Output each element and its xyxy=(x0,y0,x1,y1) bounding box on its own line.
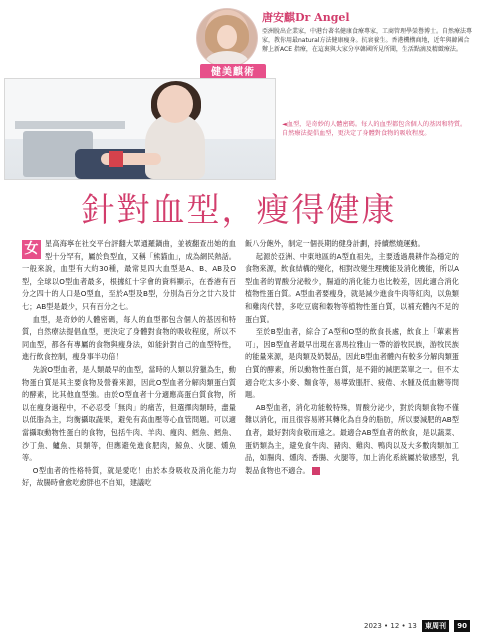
article-column-right xyxy=(245,238,459,477)
paragraph-text: 星高海寧在社交平台評翻大眾通羅鍋曲，並被翻查出她的血型十分罕有，屬於負型血，又稱「熊貓血」，成為網民熱話。一般來說，血型有大約30種，最常見四大血型是A、B、AB及O型，全球以O型血者最多，根據紅十字會的資料顯示，在香港有百分之四十的人口是O型血，至於A型及B型，分別為百分之廿六及廿七；AB型是最少，只有百分之七。 xyxy=(22,239,236,311)
author-portrait xyxy=(196,8,258,68)
magazine-name: 東周刊 xyxy=(422,620,449,632)
article-paragraph xyxy=(245,402,459,478)
article-paragraph xyxy=(22,238,236,314)
end-mark-icon: E xyxy=(312,467,320,475)
article-paragraph: O型血者的性格特質，就是愛吃！由於本身吸收及消化能力均好，故腸時會愈吃愈胖也不自知，建議吃 xyxy=(22,465,236,488)
article-paragraph: 先說O型血者，是人類最早的血型，當時的人類以狩獵為生，動物蛋白質是其主要食物及營養來源，因此O型血者分解肉類蛋白質的酵素，比其他血型強。由於O型血者十分適應高蛋白質食物，所以在瘦身過程中，不必忍受「無肉」的痛苦，但選擇肉類時，盡量以低脂為主，均衡攝取蔬果，避免有高血壓等心血管問題。可以適當攝取動物性蛋白的食物，包括牛肉、羊肉、瘦肉、鱈魚、鱈魚、沙丁魚、鱸魚、貝類等，但應避免進食肥肉，鯨魚、火腿、燻魚等。 xyxy=(22,364,236,463)
photo-tourniquet xyxy=(109,151,123,167)
photo-caption: ◄血型，是奇妙的人體密碼。每人的血型都包含個人的基因和特質。自然療法提倡血型，更決定了身體對食物的吸收程度。 xyxy=(282,121,467,137)
author-name: 唐安麒Dr Angel xyxy=(262,11,350,24)
article-column-left xyxy=(22,238,236,490)
article-paragraph: 飯八分飽外，制定一個長期的健身計劃，持續燃燒運動。 xyxy=(245,239,425,248)
article-headline: 針對血型，瘦得健康 xyxy=(81,190,397,229)
page-number: 90 xyxy=(454,620,470,632)
article-paragraph: 血型，是奇妙的人體密碼，每人的血型都包含個人的基因和特質，自然療法提倡血型，更決定了身體對食物的吸收程度，所以不同血型，都各有專屬的食物與瘦身法，如能針對自己的血型特性，進行飲食控制，瘦身事半功倍！ xyxy=(22,314,236,362)
photo-shelf xyxy=(15,121,125,129)
article-photo xyxy=(4,78,276,180)
author-portrait-face xyxy=(217,25,237,49)
article-paragraph: 起源於亞洲、中東地區的A型血祖先，主要透過農耕作為穩定的食物來源，飲食結構的變化，相對改變生理機能及消化機能，所以A型血者的胃酸分泌較少，腸道的消化能力也比較差，因此適合消化植物性蛋白質。A型血者要瘦身，就是減少進食牛肉等紅肉，以魚類和雞肉代替，多吃豆腐和穀物等植物性蛋白質，以補充體內不足的蛋白質。 xyxy=(245,251,459,324)
paragraph-text: AB型血者，消化功能較特殊，胃酸分泌少，對於肉類食物不僅難以消化，而且很容易將其轉化為自身的脂肪，所以要減肥的AB型血者，最好對肉食敬而遠之。最適合AB型血者的飲食，是以蔬菜、蛋奶類為主，避免食牛肉、豬肉、雞肉、鴨肉以及大多數肉類加工品，如腸肉、燻肉、香腸、火腿等，加上消化系統屬於敏感型，乳製品食物也不適合。 xyxy=(245,402,459,475)
article-paragraph: 至於B型血者，綜合了A型和O型的飲食長處，飲食上「葷素皆可」，因B型血者最早出現在喜馬拉雅山一帶的游牧民族，游牧民族的能量來源，是肉類及奶製品，因此B型血者體內有較多分解肉類蛋白質的酵素，所以動物性蛋白質，是不錯的減肥菜單之一。但不太適合吃太多小麥、麵食等，易導致脹肝、疲倦、水腫及低血糖等問題。 xyxy=(245,327,459,400)
dropcap: 女 xyxy=(22,240,41,259)
column-tag: 健美麒術 xyxy=(200,64,266,82)
photo-person-head xyxy=(157,85,193,123)
issue-date: 2023 • 12 • 13 xyxy=(363,622,417,630)
photo-wall xyxy=(5,79,275,139)
author-bio: 亞洲脫出企業家，中港台著名健康食療專家，工商管理學榮譽博士。自然療法專家，教你用最natural方法健康瘦身。抗衰養生。香港機構商地，近年與韓國合辦上新ACE 指療，在這裏與大家分享韓國所見所聞，生活點滴及精緻療法。 xyxy=(262,28,473,53)
page-footer xyxy=(364,620,470,632)
